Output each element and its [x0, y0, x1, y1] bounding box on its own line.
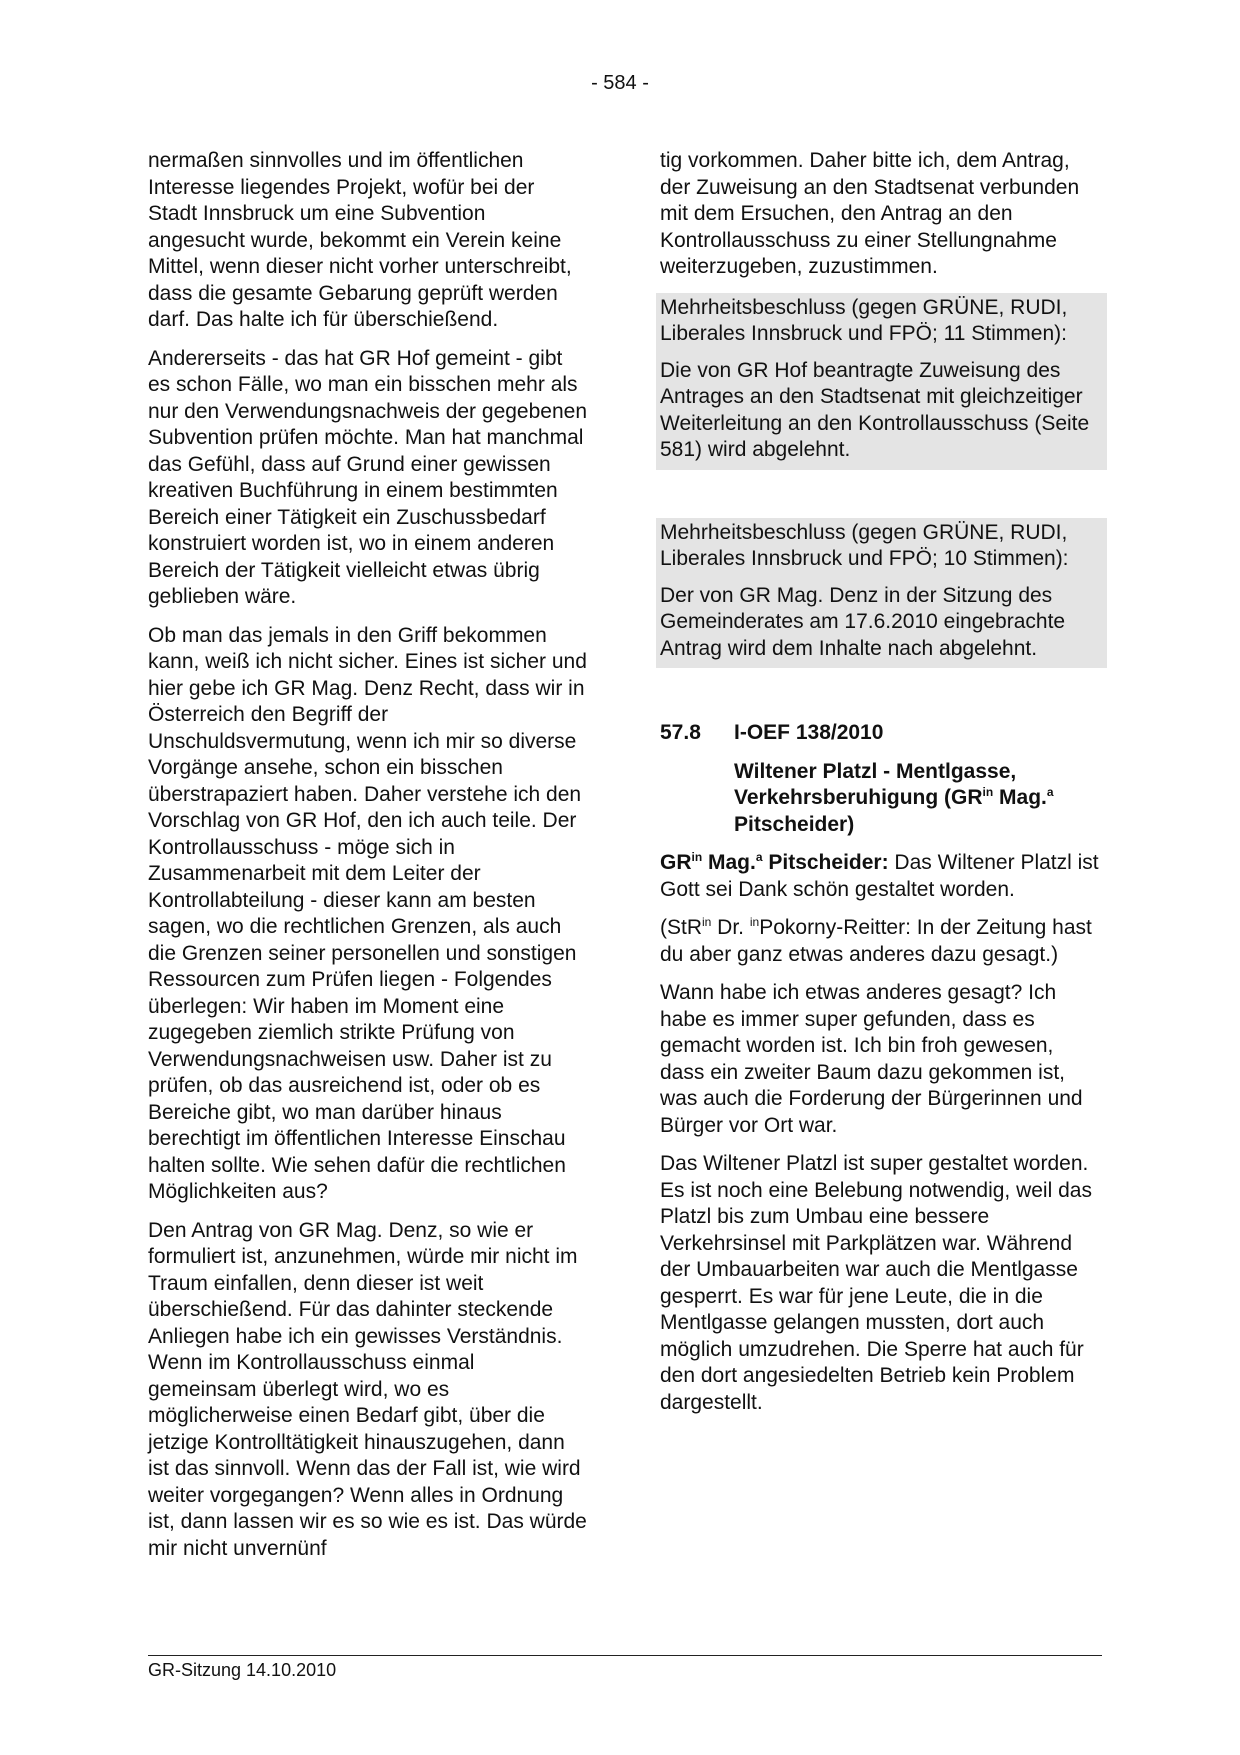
page-number: - 584 - [591, 72, 649, 94]
paragraph: Andererseits - das hat GR Hof gemeint - gibt es schon Fälle, wo man ein bisschen mehr als nur den Verwendungsnachweis der gegebenen Subvention prüfen möchte. Man hat manchmal das Gefühl, dass auf Grund einer gewissen kreativen Buchführung in einem bestimmten Bereich einer Tätigkeit ein Zuschussbedarf konstruiert worden ist, wo in einem anderen Bereich der Tätigkeit vielleicht etwas übrig geblieben wäre. [148, 346, 588, 608]
left-column [148, 148, 588, 1574]
resolution-box [656, 293, 1107, 470]
speaker-name: $GR^{in}$ Mag.$^a$ Pitscheider: [660, 850, 889, 874]
resolution-text: Der von GR Mag. Denz in der Sitzung des Gemeinderates am 17.6.2010 eingebrachte Antrag wird dem Inhalte nach abgelehnt. [660, 583, 1066, 660]
resolution-box [656, 518, 1107, 669]
agenda-item-number: 57.8 [660, 721, 701, 744]
agenda-item-code: I-OEF 138/2010 [734, 721, 884, 744]
paragraph: nermaßen sinnvolles und im öffentlichen Interesse liegendes Projekt, wofür bei der Stadt Innsbruck um eine Subvention angesucht wurde, bekommt ein Verein keine Mittel, wenn dieser nicht vorher unterschreibt, dass die gesamte Gebarung geprüft werden darf. Das halte ich für überschießend. [148, 149, 572, 331]
paragraph: Ob man das jemals in den Griff bekommen kann, weiß ich nicht sicher. Eines ist sicher und hier gebe ich GR Mag. Denz Recht, dass wir in Österreich den Begriff der Unschuldsvermutung, wenn ich mir so diverse Vorgänge ansehe, schon ein bisschen überstrapaziert haben. Daher verstehe ich den Vorschlag von GR Hof, den ich auch teile. Der Kontrollausschuss - möge sich in Zusammenarbeit mit dem Leiter der Kontrollabteilung - dieser kann am besten sagen, wo die rechtlichen Grenzen, als auch die Grenzen seiner personellen und sonstigen Ressourcen zum Prüfen liegen - Folgendes überlegen: Wir haben im Moment eine zugegeben ziemlich strikte Prüfung von Verwendungsnachweisen usw. Daher ist zu prüfen, ob das ausreichend ist, oder ob es Bereiche gibt, wo man darüber hinaus berechtigt im öffentlichen Interesse Einschau halten sollte. Wie sehen dafür die rechtlichen Möglichkeiten aus? [148, 623, 587, 1203]
paragraph: Wann habe ich etwas anderes gesagt? Ich habe es immer super gefunden, dass es gemacht worden ist. Ich bin froh gewesen, dass ein zweiter Baum dazu gekommen ist, was auch die Forderung der Bürgerinnen und Bürger vor Ort war. [660, 981, 1083, 1137]
interjection: (StR$^{in}$ Dr. $^{in}$Pokorny-Reitter: In der Zeitung hast du aber ganz etwas anderes dazu gesagt.) [660, 915, 1092, 966]
footer-divider [148, 1655, 1102, 1656]
resolution-vote: Mehrheitsbeschluss (gegen GRÜNE, RUDI, Liberales Innsbruck und FPÖ; 11 Stimmen): [660, 295, 1068, 345]
agenda-item-heading [660, 720, 1100, 747]
resolution-text: Die von GR Hof beantragte Zuweisung des Antrages an den Stadtsenat mit gleichzeitiger Weiterleitung an den Kontrollausschuss (Seite 581) wird abgelehnt. [660, 358, 1090, 461]
paragraph: tig vorkommen. Daher bitte ich, dem Antrag, der Zuweisung an den Stadtsenat verbunden mit dem Ersuchen, den Antrag an den Kontrollausschuss zu einer Stellungnahme weiterzugeben, zuzustimmen. [660, 149, 1080, 278]
footer-session-date: GR-Sitzung 14.10.2010 [148, 1660, 337, 1680]
paragraph: Das Wiltener Platzl ist super gestaltet worden. Es ist noch eine Belebung notwendig, weil das Platzl bis zum Umbau eine bessere Verkehrsinsel mit Parkplätzen war. Während der Umbauarbeiten war auch die Mentlgasse gesperrt. Es war für jene Leute, die in die Mentlgasse gelangen mussten, dort auch möglich umzudrehen. Die Sperre hat auch für den dort angesiedelten Betrieb kein Problem dargestellt. [660, 1152, 1092, 1414]
speech-paragraph: $GR^{in}$ Mag.$^a$ Pitscheider: Das Wiltener Platzl ist Gott sei Dank schön gestaltet worden. [660, 850, 1099, 901]
resolution-vote: Mehrheitsbeschluss (gegen GRÜNE, RUDI, Liberales Innsbruck und FPÖ; 10 Stimmen): [660, 520, 1069, 570]
right-column [660, 148, 1100, 1428]
paragraph: Den Antrag von GR Mag. Denz, so wie er formuliert ist, anzunehmen, würde mir nicht im Traum einfallen, denn dieser ist weit überschießend. Für das dahinter steckende Anliegen habe ich ein gewisses Verständnis. Wenn im Kontrollausschuss einmal gemeinsam überlegt wird, wo es möglicherweise einen Bedarf gibt, über die jetzige Kontrolltätigkeit hinauszugehen, dann ist das sinnvoll. Wenn das der Fall ist, wie wird weiter vorgegangen? Wenn alles in Ordnung ist, dann lassen wir es so wie es ist. Das würde mir nicht unvernünf [148, 1218, 587, 1560]
agenda-item-title: Wiltener Platzl - Mentlgasse, Verkehrsberuhigung ($GR^{in}$ Mag.$^a$ Pitscheider) [734, 759, 1054, 836]
